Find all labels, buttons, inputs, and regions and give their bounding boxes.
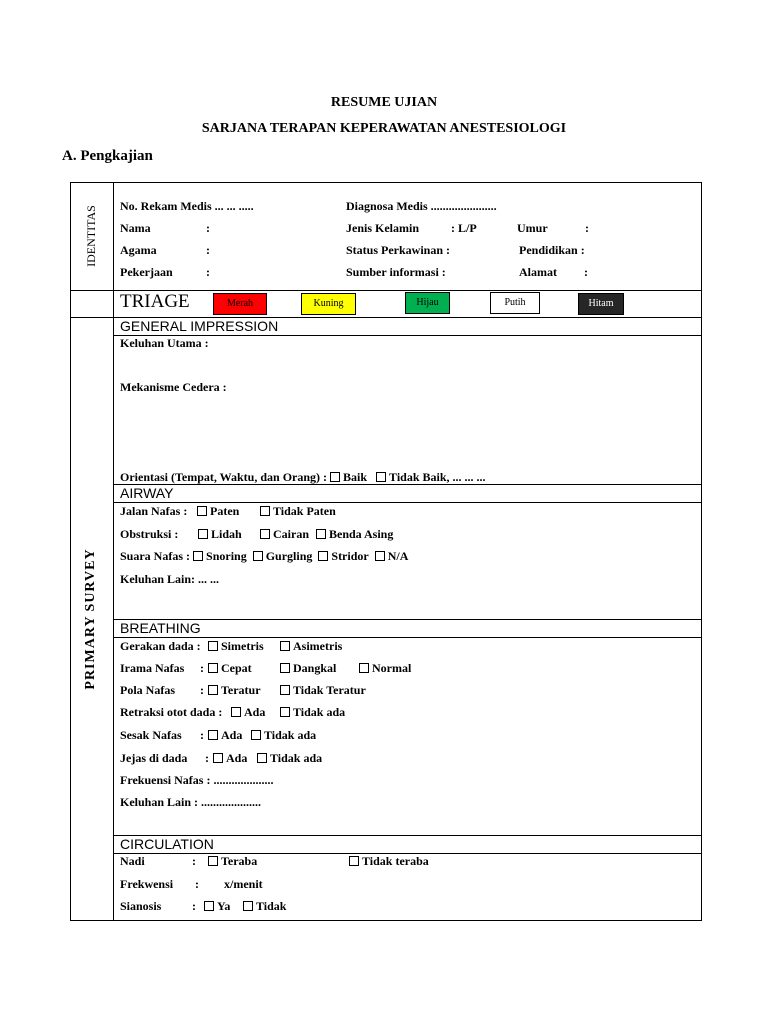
nadi-label: Nadi	[120, 854, 145, 868]
teratur-checkbox[interactable]	[208, 685, 218, 695]
pekerjaan-colon: :	[206, 265, 210, 279]
benda-asing-option: Benda Asing	[329, 527, 394, 541]
tidak-checkbox[interactable]	[243, 901, 253, 911]
gerakan-dada-label: Gerakan dada :	[120, 639, 201, 653]
jejas-tidak-ada-option: Tidak ada	[270, 751, 323, 765]
teraba-checkbox[interactable]	[208, 856, 218, 866]
cepat-option: Cepat	[221, 661, 252, 675]
paten-option: Paten	[210, 504, 240, 518]
asimetris-option: Asimetris	[293, 639, 343, 653]
tidak-teraba-item	[349, 854, 429, 869]
dangkal-checkbox[interactable]	[280, 663, 290, 673]
lidah-option: Lidah	[211, 527, 242, 541]
asimetris-item	[280, 639, 342, 654]
retraksi-ada-option: Ada	[244, 705, 266, 719]
ya-item	[204, 899, 230, 914]
simetris-checkbox[interactable]	[208, 641, 218, 651]
airway-title: AIRWAY	[120, 485, 174, 501]
paten-checkbox[interactable]	[197, 506, 207, 516]
nama-label: Nama	[120, 221, 151, 235]
retraksi-tidak-ada-item	[280, 705, 345, 720]
sesak-tidak-ada-option: Tidak ada	[264, 728, 317, 742]
frekwensi-colon: :	[195, 877, 199, 891]
retraksi-ada-item	[231, 705, 265, 720]
jejas-ada-checkbox[interactable]	[213, 753, 223, 763]
status-perkawinan-label: Status Perkawinan :	[346, 243, 451, 257]
general-impression-title: GENERAL IMPRESSION	[120, 318, 279, 334]
divider	[113, 637, 701, 638]
frekwensi-unit: x/menit	[224, 877, 263, 891]
simetris-item	[208, 639, 264, 654]
sesak-nafas-label: Sesak Nafas	[120, 728, 182, 742]
tidak-paten-item	[260, 504, 336, 519]
teraba-item	[208, 854, 257, 869]
ya-checkbox[interactable]	[204, 901, 214, 911]
obstruksi-label: Obstruksi :	[120, 527, 179, 541]
lidah-item	[198, 527, 242, 542]
pola-nafas-label: Pola Nafas	[120, 683, 175, 697]
triage-putih[interactable]: Putih	[490, 292, 540, 314]
irama-nafas-label: Irama Nafas	[120, 661, 185, 675]
divider	[113, 502, 701, 503]
sesak-ada-item	[208, 728, 242, 743]
teratur-item	[208, 683, 261, 698]
keluhan-utama-label: Keluhan Utama :	[120, 336, 209, 350]
cepat-item	[208, 661, 252, 676]
jejas-tidak-ada-item	[257, 751, 322, 766]
document-title: RESUME UJIAN	[330, 95, 438, 110]
suara-nafas-row	[120, 549, 408, 564]
cairan-option: Cairan	[273, 527, 309, 541]
jenis-kelamin-label: Jenis Kelamin	[346, 221, 420, 235]
tidak-paten-checkbox[interactable]	[260, 506, 270, 516]
jejas-tidak-ada-checkbox[interactable]	[257, 753, 267, 763]
pendidikan-label: Pendidikan :	[519, 243, 585, 257]
suara-nafas-label: Suara Nafas :	[120, 549, 191, 563]
mekanisme-cedera-label: Mekanisme Cedera :	[120, 380, 227, 394]
triage-kuning[interactable]: Kuning	[301, 293, 356, 315]
ya-option: Ya	[217, 899, 231, 913]
asimetris-checkbox[interactable]	[280, 641, 290, 651]
gurgling-option: Gurgling	[265, 549, 313, 563]
tidak-teraba-checkbox[interactable]	[349, 856, 359, 866]
normal-checkbox[interactable]	[359, 663, 369, 673]
normal-option: Normal	[372, 661, 412, 675]
baik-checkbox[interactable]	[330, 472, 340, 482]
nadi-colon: :	[192, 854, 196, 868]
teratur-option: Teratur	[221, 683, 261, 697]
umur-colon: :	[585, 221, 589, 235]
jejas-ada-option: Ada	[226, 751, 248, 765]
triage-hijau[interactable]: Hijau	[405, 292, 450, 314]
sesak-ada-option: Ada	[221, 728, 243, 742]
nama-colon: :	[206, 221, 210, 235]
sianosis-label: Sianosis	[120, 899, 162, 913]
alamat-label: Alamat	[519, 265, 557, 279]
na-option: N/A	[387, 549, 409, 563]
jejas-ada-item	[213, 751, 247, 766]
dangkal-option: Dangkal	[293, 661, 337, 675]
snoring-checkbox[interactable]	[193, 551, 203, 561]
sesak-tidak-ada-item	[251, 728, 316, 743]
assessment-form	[70, 182, 702, 921]
tidak-baik-checkbox[interactable]	[376, 472, 386, 482]
triage-hitam[interactable]: Hitam	[578, 293, 624, 315]
tidak-option: Tidak	[256, 899, 287, 913]
column-divider	[113, 183, 114, 920]
normal-item	[359, 661, 411, 676]
sesak-nafas-colon: :	[200, 728, 204, 742]
cairan-item	[260, 527, 309, 542]
stridor-option: Stridor	[331, 549, 369, 563]
dangkal-item	[280, 661, 336, 676]
tidak-baik-option: Tidak Baik, ... ... ...	[389, 470, 486, 484]
tidak-teratur-option: Tidak Teratur	[293, 683, 366, 697]
tidak-teratur-item	[280, 683, 366, 698]
sesak-tidak-ada-checkbox[interactable]	[251, 730, 261, 740]
airway-keluhan-lain: Keluhan Lain: ... ...	[120, 572, 220, 586]
retraksi-ada-checkbox[interactable]	[231, 707, 241, 717]
tidak-teratur-checkbox[interactable]	[280, 685, 290, 695]
pekerjaan-label: Pekerjaan	[120, 265, 173, 279]
irama-nafas-colon: :	[200, 661, 204, 675]
tidak-teraba-option: Tidak teraba	[362, 854, 429, 868]
retraksi-label: Retraksi otot dada :	[120, 705, 223, 719]
stridor-checkbox[interactable]	[318, 551, 328, 561]
benda-asing-item	[316, 527, 393, 542]
sianosis-colon: :	[192, 899, 196, 913]
tidak-item	[243, 899, 286, 914]
snoring-option: Snoring	[206, 549, 247, 563]
identitas-label: IDENTITAS	[84, 205, 98, 267]
frekuensi-nafas-field: Frekuensi Nafas : ....................	[120, 773, 274, 787]
circulation-title: CIRCULATION	[120, 836, 214, 852]
gurgling-checkbox[interactable]	[253, 551, 263, 561]
cepat-checkbox[interactable]	[208, 663, 218, 673]
breathing-title: BREATHING	[120, 620, 201, 636]
cairan-checkbox[interactable]	[260, 529, 270, 539]
umur-label: Umur	[517, 221, 548, 235]
section-heading: A. Pengkajian	[62, 148, 153, 164]
retraksi-tidak-ada-option: Tidak ada	[293, 705, 346, 719]
na-checkbox[interactable]	[375, 551, 385, 561]
divider	[113, 619, 701, 620]
primary-survey-label: PRIMARY SURVEY	[83, 548, 98, 690]
simetris-option: Simetris	[221, 639, 264, 653]
jejas-colon: :	[205, 751, 209, 765]
diagnosa-field: Diagnosa Medis ......................	[346, 199, 497, 213]
jenis-kelamin-value: : L/P	[451, 221, 477, 235]
triage-label: TRIAGE	[120, 291, 190, 312]
agama-label: Agama	[120, 243, 157, 257]
rekam-medis-field: No. Rekam Medis ... ... .....	[120, 199, 254, 213]
orientasi-row	[120, 470, 486, 485]
triage-merah[interactable]: Merah	[213, 293, 267, 315]
orientasi-label: Orientasi (Tempat, Waktu, dan Orang) :	[120, 470, 328, 484]
sesak-ada-checkbox[interactable]	[208, 730, 218, 740]
baik-option: Baik	[343, 470, 368, 484]
agama-colon: :	[206, 243, 210, 257]
jejas-label: Jejas di dada	[120, 751, 188, 765]
paten-item	[197, 504, 239, 519]
frekwensi-label: Frekwensi	[120, 877, 174, 891]
teraba-option: Teraba	[221, 854, 258, 868]
tidak-paten-option: Tidak Paten	[273, 504, 336, 518]
lidah-checkbox[interactable]	[198, 529, 208, 539]
benda-asing-checkbox[interactable]	[316, 529, 326, 539]
breathing-keluhan-lain: Keluhan Lain : ....................	[120, 795, 262, 809]
retraksi-tidak-ada-checkbox[interactable]	[280, 707, 290, 717]
document-subtitle: SARJANA TERAPAN KEPERAWATAN ANESTESIOLOGI	[201, 121, 567, 136]
pola-nafas-colon: :	[200, 683, 204, 697]
alamat-colon: :	[584, 265, 588, 279]
sumber-informasi-label: Sumber informasi :	[346, 265, 446, 279]
jalan-nafas-label: Jalan Nafas :	[120, 504, 188, 518]
